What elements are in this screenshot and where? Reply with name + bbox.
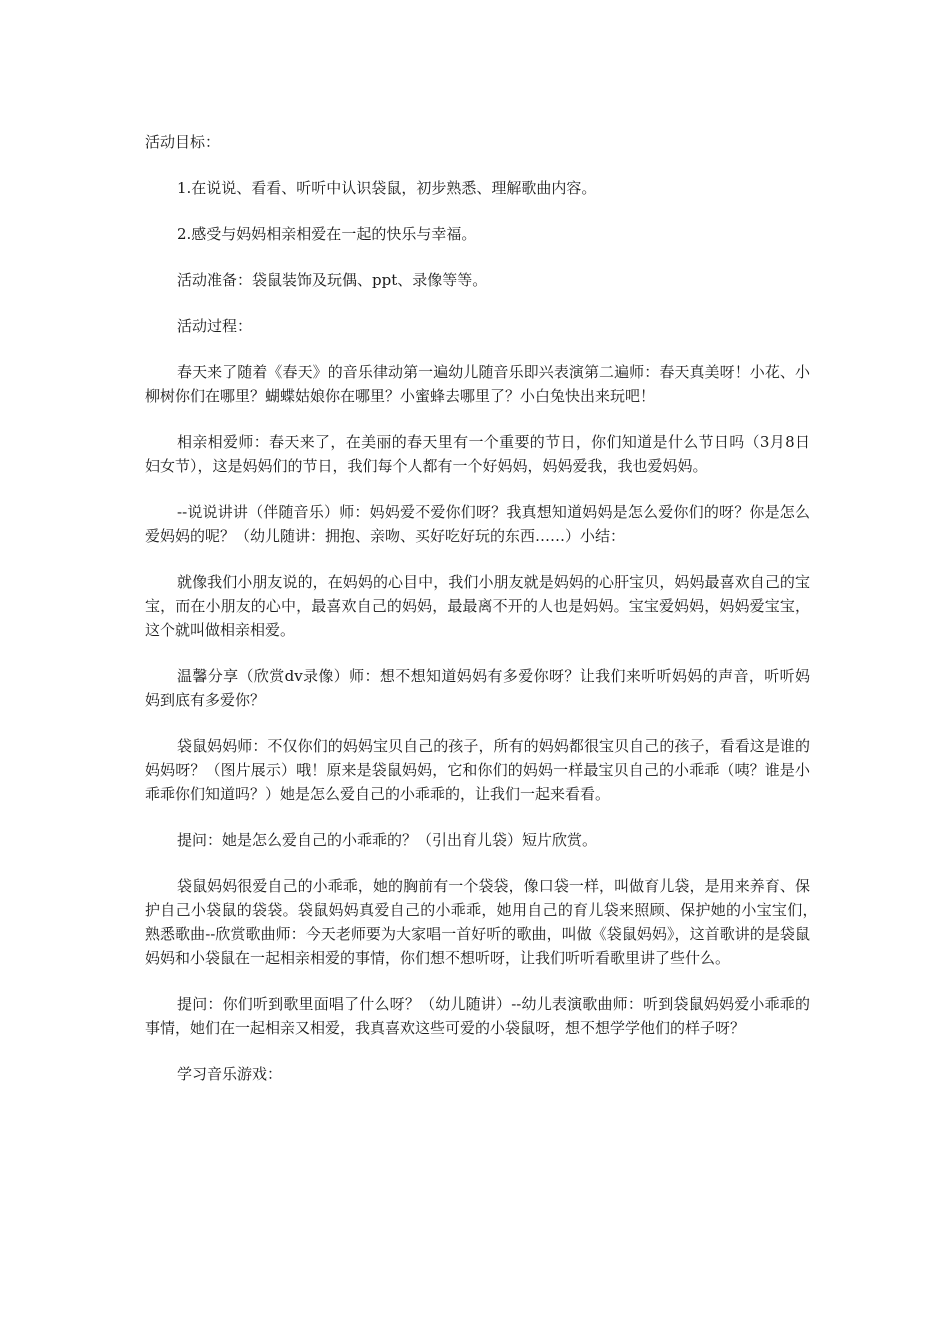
body-paragraph: 袋鼠妈妈师：不仅你们的妈妈宝贝自己的孩子，所有的妈妈都很宝贝自己的孩子，看看这是谁的妈妈呀？（图片展示）哦！原来是袋鼠妈妈，它和你们的妈妈一样最宝贝自己的小乖乖（咦？谁是小乖乖你们知道吗？）她是怎么爱自己的小乖乖的，让我们一起来看看。 [145,737,810,803]
preparation-paragraph: 活动准备：袋鼠装饰及玩偶、ppt、录像等等。 [177,271,488,289]
body-paragraph: 袋鼠妈妈很爱自己的小乖乖，她的胸前有一个袋袋，像口袋一样，叫做育儿袋，是用来养育、保护自己小袋鼠的袋袋。袋鼠妈妈真爱自己的小乖乖，她用自己的育儿袋来照顾、保护她的小宝宝们， 熟悉歌曲--欣赏歌曲师：今天老师要为大家唱一首好听的歌曲，叫做《袋鼠妈妈》，这首歌讲的是袋鼠妈妈和小袋鼠在一起相亲相爱的事情，你们想不想听呀，让我们听听看歌里讲了些什么。 [145,877,841,967]
body-paragraph: 相亲相爱师：春天来了，在美丽的春天里有一个重要的节日，你们知道是什么节日吗（3月8日妇女节），这是妈妈们的节日，我们每个人都有一个好妈妈，妈妈爱我，我也爱妈妈。 [145,433,810,475]
document-body [145,130,841,1108]
goal-item-1: 1.在说说、看看、听听中认识袋鼠，初步熟悉、理解歌曲内容。 [177,179,597,197]
body-paragraph: 温馨分享（欣赏dv录像）师：想不想知道妈妈有多爱你呀？让我们来听听妈妈的声音，听听妈妈到底有多爱你？ [145,667,810,709]
body-paragraph: --说说讲讲（伴随音乐）师：妈妈爱不爱你们呀？我真想知道妈妈是怎么爱你们的呀？你是怎么爱妈妈的呢？（幼儿随讲：拥抱、亲吻、买好吃好玩的东西……）小结： [145,503,810,545]
body-paragraph: 提问：她是怎么爱自己的小乖乖的？（引出育儿袋）短片欣赏。 [177,831,598,849]
body-paragraph: 就像我们小朋友说的，在妈妈的心目中，我们小朋友就是妈妈的心肝宝贝，妈妈最喜欢自己的宝宝，而在小朋友的心中，最喜欢自己的妈妈，最最离不开的人也是妈妈。宝宝爱妈妈，妈妈爱宝宝，这个就叫做相亲相爱。 [145,573,810,639]
body-paragraph: 春天来了随着《春天》的音乐律动第一遍幼儿随音乐即兴表演第二遍师：春天真美呀！小花、小柳树你们在哪里？蝴蝶姑娘你在哪里？小蜜蜂去哪里了？小白兔快出来玩吧！ [145,363,810,405]
body-paragraph: 提问：你们听到歌里面唱了什么呀？（幼儿随讲）--幼儿表演歌曲师：听到袋鼠妈妈爱小乖乖的事情，她们在一起相亲又相爱，我真喜欢这些可爱的小袋鼠呀，想不想学学他们的样子呀？ [145,995,810,1037]
section-heading-game: 学习音乐游戏： [177,1065,283,1083]
section-heading-process: 活动过程： [177,317,253,335]
goal-item-2: 2.感受与妈妈相亲相爱在一起的快乐与幸福。 [177,225,477,243]
section-heading-goals: 活动目标： [145,133,221,151]
